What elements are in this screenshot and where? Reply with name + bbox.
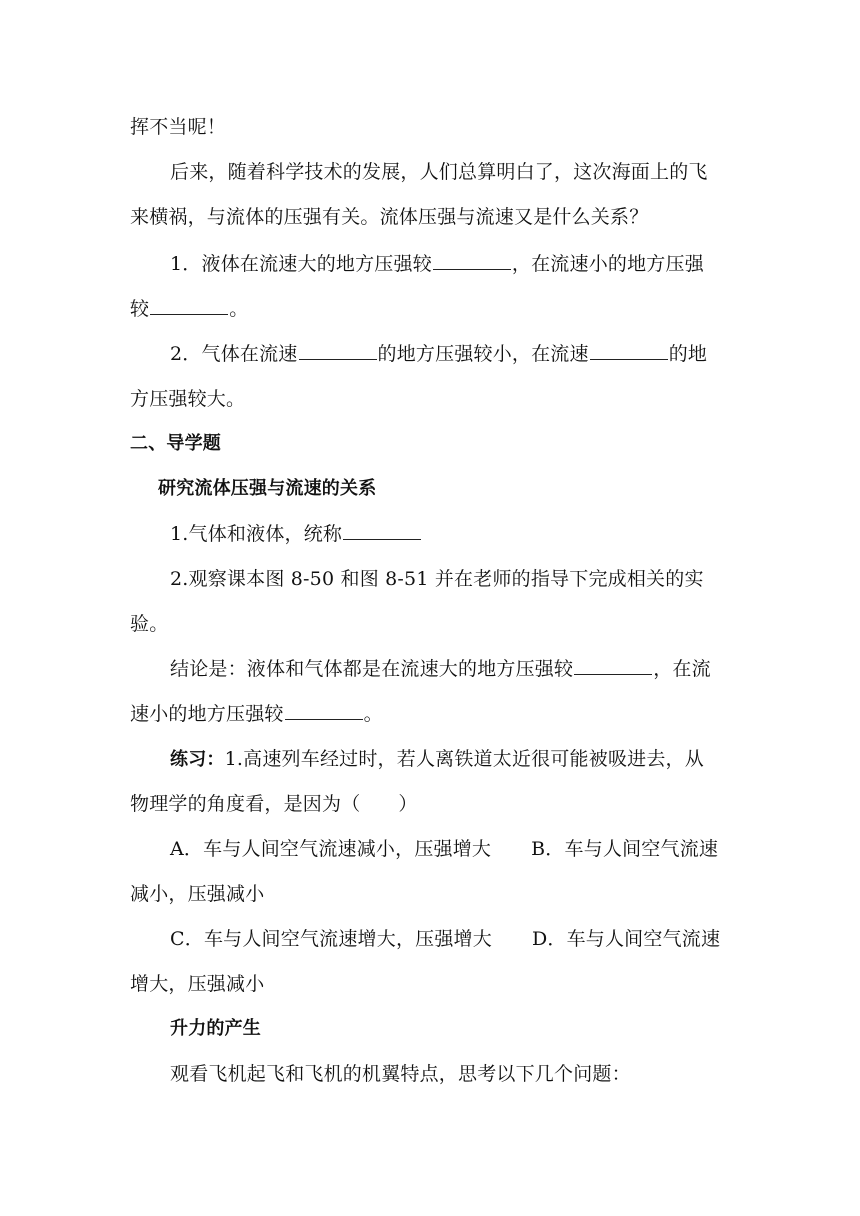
question-text: 的地: [668, 343, 708, 365]
exercise-text: 物理学的角度看，是因为（: [130, 793, 361, 815]
lift-paragraph: 观看飞机起飞和飞机的机翼特点，思考以下几个问题：: [170, 1063, 631, 1085]
exercise-line1: [170, 747, 704, 772]
options-ab-line1: [170, 837, 718, 861]
lift-heading-text: 升力的产生: [170, 1018, 261, 1039]
exercise-line2: [130, 792, 418, 816]
exercise-label: 练习：: [170, 749, 225, 770]
item-text: 1.气体和液体，统称: [170, 523, 343, 545]
answer-blank[interactable]: [150, 298, 228, 315]
option-b-continued[interactable]: 减小，压强减小: [130, 883, 265, 905]
intro-text: 来横祸，与流体的压强有关。流体压强与流速又是什么关系？: [130, 206, 649, 228]
intro-paragraph-line1: [170, 160, 708, 184]
item-2-line2: [130, 612, 168, 636]
option-d-continued[interactable]: 增大，压强减小: [130, 973, 265, 995]
conclusion-text: 。: [363, 703, 383, 725]
options-ab-line2: [130, 882, 264, 906]
question-text: 。: [229, 298, 249, 320]
question-text: 方压强较大。: [130, 388, 246, 410]
item-text: 2.观察课本图 8-50 和图 8-51 并在老师的指导下完成相关的实: [170, 568, 704, 590]
intro-paragraph-line2: [130, 205, 648, 229]
answer-blank[interactable]: [574, 658, 652, 675]
option-d[interactable]: D．车与人间空气流速: [531, 928, 721, 950]
question-text: 2．气体在流速: [170, 343, 298, 365]
question-2-line2: [130, 387, 245, 411]
answer-blank[interactable]: [590, 343, 668, 360]
lift-text: [170, 1062, 631, 1086]
section-heading: [130, 432, 221, 456]
question-1-line1: [170, 252, 704, 276]
conclusion-line2: [130, 702, 383, 726]
option-a[interactable]: A．车与人间空气流速减小，压强增大: [170, 838, 492, 860]
section-heading-text: 二、导学题: [130, 433, 221, 454]
intro-line: [130, 115, 226, 139]
section-subheading: [158, 477, 376, 501]
intro-text: 后来，随着科学技术的发展，人们总算明白了，这次海面上的飞: [170, 161, 708, 183]
answer-blank[interactable]: [343, 523, 421, 540]
answer-blank[interactable]: [433, 253, 511, 270]
exercise-text: ）: [398, 793, 418, 815]
question-1-line2: [130, 297, 248, 321]
conclusion-text: 结论是：液体和气体都是在流速大的地方压强较: [170, 658, 574, 680]
option-b[interactable]: B．车与人间空气流速: [531, 838, 719, 860]
question-2-line1: [170, 342, 707, 366]
conclusion-text: ，在流: [653, 658, 711, 680]
answer-blank[interactable]: [285, 703, 363, 720]
exercise-text: 1.高速列车经过时，若人离铁道太近很可能被吸进去，从: [224, 748, 704, 770]
item-2-line1: [170, 567, 704, 591]
item-text: 验。: [130, 613, 169, 635]
answer-blank[interactable]: [299, 343, 377, 360]
lift-heading: [170, 1017, 261, 1041]
question-text: 1．液体在流速大的地方压强较: [170, 253, 432, 275]
item-1: [170, 522, 422, 546]
option-c[interactable]: C．车与人间空气流速增大，压强增大: [170, 928, 492, 950]
options-cd-line2: [130, 972, 264, 996]
options-cd-line1: [170, 927, 720, 951]
question-text: 的地方压强较小，在流速: [377, 343, 589, 365]
question-text: ，在流速小的地方压强: [511, 253, 704, 275]
conclusion-text: 速小的地方压强较: [130, 703, 284, 725]
question-text: 较: [130, 298, 150, 320]
section-subheading-text: 研究流体压强与流速的关系: [158, 478, 377, 499]
conclusion-line1: [170, 657, 711, 681]
intro-text: 挥不当呢！: [130, 116, 227, 138]
